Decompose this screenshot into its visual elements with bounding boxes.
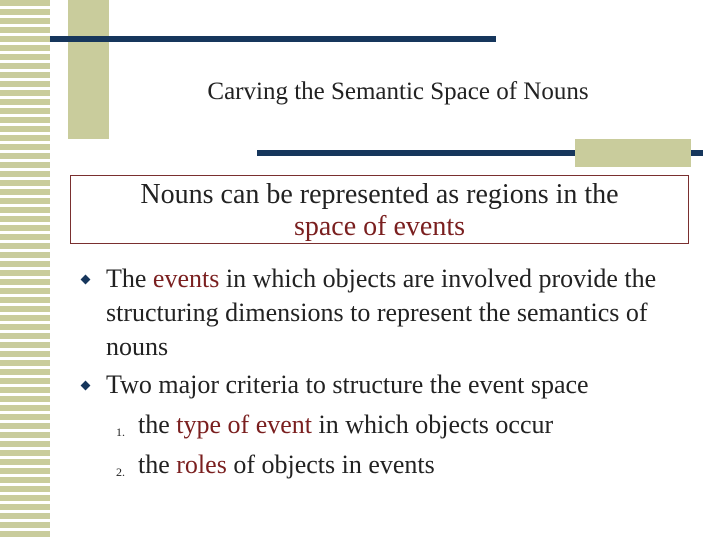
- callout-box: [70, 175, 689, 244]
- sub-item-2-pre: the: [138, 450, 177, 479]
- sub-item-1-accent: type of event: [176, 410, 312, 439]
- sub-item-2-accent: roles: [176, 450, 227, 479]
- diamond-bullet-icon: [81, 275, 91, 285]
- sub-item-2-post: of objects in events: [226, 450, 435, 479]
- decorative-rule-top: [50, 36, 496, 42]
- slide-title: Carving the Semantic Space of Nouns: [207, 78, 589, 105]
- callout-line-1: Nouns can be represented as regions in the: [140, 179, 619, 210]
- callout-line-2: space of events: [293, 211, 466, 242]
- bullet-2-text: Two major criteria to structure the event space: [106, 370, 589, 399]
- decorative-block-top: [68, 0, 109, 139]
- bullet-1-accent: events: [152, 264, 220, 293]
- bullet-item-1: [78, 262, 708, 364]
- sub-item-2-number: 2.: [116, 465, 125, 479]
- sub-item-1: [78, 408, 708, 442]
- bullet-1-pre: The: [106, 264, 153, 293]
- bullet-item-2: [78, 368, 708, 402]
- decorative-stripes: [0, 0, 50, 540]
- decorative-block-right: [575, 139, 691, 167]
- bullet-1-post: in which objects are involved provide the structuring dimensions to represent the semantics of nouns: [106, 264, 657, 361]
- diamond-bullet-icon: [81, 381, 91, 391]
- sub-item-1-pre: the: [138, 410, 177, 439]
- sub-item-1-number: 1.: [116, 425, 125, 439]
- sub-item-2: [78, 448, 708, 482]
- bullet-list: [78, 262, 708, 482]
- sub-item-1-post: in which objects occur: [312, 410, 554, 439]
